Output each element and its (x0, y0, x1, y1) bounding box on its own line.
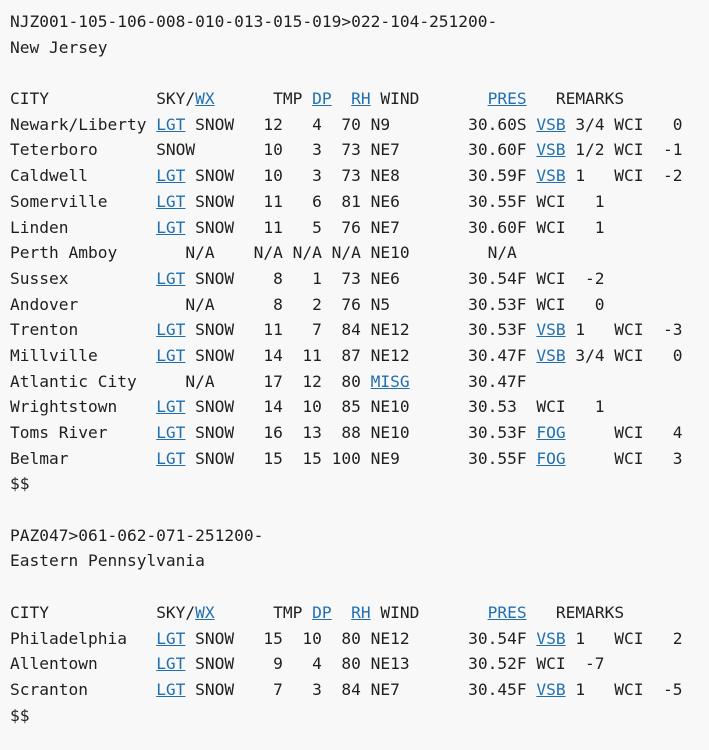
wind-cell: NE8 (370, 166, 469, 186)
tmp-cell: 14 (253, 345, 293, 365)
remark-text: WCI -2 (536, 268, 605, 288)
sky-link[interactable]: LGT (156, 397, 186, 417)
blank-line (10, 60, 683, 86)
sky-link[interactable]: LGT (156, 114, 186, 134)
tmp-cell: 11 (253, 320, 293, 340)
wx-cell: SNOW (185, 448, 254, 468)
remark-link[interactable]: FOG (536, 423, 566, 442)
rh-cell: 80 (331, 371, 371, 391)
pa-rows (10, 626, 683, 703)
sky-link[interactable]: LGT (156, 320, 186, 340)
sky-link[interactable]: LGT (156, 654, 186, 674)
remark-text: 3/4 WCI 0 (565, 345, 683, 365)
col-pres-link[interactable]: PRES (487, 602, 527, 622)
dp-cell: 4 (292, 654, 332, 674)
sky-link[interactable]: LGT (156, 191, 186, 211)
wx-cell: SNOW (156, 140, 254, 160)
wind-cell: NE7 (370, 217, 469, 237)
wx-cell: SNOW (185, 114, 254, 134)
dp-cell: 12 (292, 371, 332, 391)
tmp-cell: 9 (253, 654, 293, 674)
remark-link[interactable]: VSB (536, 345, 566, 365)
pres-cell: 30.53F (468, 423, 537, 442)
tmp-cell: 10 (253, 140, 293, 160)
table-row (10, 343, 683, 369)
dp-cell: 6 (292, 191, 332, 211)
city-cell: Caldwell (10, 166, 157, 186)
wind-cell: N9 (370, 114, 469, 134)
table-row (10, 677, 683, 703)
tmp-cell: 8 (253, 268, 293, 288)
table-row (10, 369, 683, 395)
table-row (10, 215, 683, 241)
blank-line (10, 574, 683, 600)
col-remarks: REMARKS (555, 602, 625, 622)
dp-cell: 7 (292, 320, 332, 340)
pres-cell: 30.55F (468, 191, 537, 211)
wind-cell: NE13 (370, 654, 469, 674)
remark-text: WCI 4 (565, 423, 683, 442)
tmp-cell: 8 (253, 294, 293, 314)
rh-cell: 73 (331, 268, 371, 288)
nj-end-marker: $$ (10, 474, 30, 494)
wind-cell: NE10 (370, 243, 469, 263)
col-wind: WIND (380, 89, 420, 109)
rh-cell: 85 (331, 397, 371, 417)
wx-cell: SNOW (185, 217, 254, 237)
pa-end-marker: $$ (10, 705, 30, 725)
table-row (10, 163, 683, 189)
remark-text: WCI -7 (536, 654, 605, 674)
wx-cell: SNOW (185, 628, 254, 648)
nj-region-title: New Jersey (10, 37, 108, 57)
rh-cell: N/A (331, 243, 371, 263)
rh-cell: 87 (331, 345, 371, 365)
tmp-cell: 11 (253, 217, 293, 237)
weather-report (10, 9, 683, 728)
col-sky: SKY/ (156, 89, 196, 109)
table-row (10, 317, 683, 343)
rh-cell: 100 (331, 448, 371, 468)
tmp-cell: 7 (253, 679, 293, 699)
nj-zone-header: NJZ001-105-106-008-010-013-015-019>022-104-251200- (10, 12, 498, 31)
dp-cell: N/A (292, 243, 332, 263)
pres-cell: 30.53F (468, 320, 537, 340)
pres-cell: 30.47F (468, 345, 537, 365)
city-cell: Belmar (10, 448, 157, 468)
rh-cell: 76 (331, 294, 371, 314)
remark-link[interactable]: VSB (536, 114, 566, 134)
table-row (10, 446, 683, 472)
remark-text: WCI 1 (536, 397, 605, 417)
wx-cell: SNOW (185, 191, 254, 211)
dp-cell: 3 (292, 679, 332, 699)
sky-link[interactable]: LGT (156, 448, 186, 468)
pa-column-header (10, 600, 683, 626)
col-rh-link[interactable]: RH (351, 89, 371, 109)
blank-line (10, 497, 683, 523)
wx-cell: SNOW (185, 166, 254, 186)
rh-cell: 73 (331, 140, 371, 160)
dp-cell: 3 (292, 166, 332, 186)
tmp-cell: N/A (253, 243, 293, 263)
pres-cell: 30.47F (468, 371, 537, 391)
city-cell: Philadelphia (10, 628, 157, 648)
remark-link[interactable]: VSB (536, 628, 566, 648)
tmp-cell: 17 (253, 371, 293, 391)
col-rh-link[interactable]: RH (351, 602, 371, 622)
dp-cell: 11 (292, 345, 332, 365)
wx-cell: SNOW (185, 345, 254, 365)
wx-cell: SNOW (185, 268, 254, 288)
remark-text: WCI 3 (565, 448, 683, 468)
table-row (10, 420, 683, 446)
pres-cell: 30.52F (468, 654, 537, 674)
tmp-cell: 10 (253, 166, 293, 186)
city-cell: Allentown (10, 654, 157, 674)
remark-link[interactable]: VSB (536, 140, 566, 160)
tmp-cell: 14 (253, 397, 293, 417)
wx-cell: SNOW (185, 654, 254, 674)
dp-cell: 13 (292, 423, 332, 442)
sky-link[interactable]: LGT (156, 166, 186, 186)
col-wind: WIND (380, 602, 420, 622)
wx-cell: N/A (156, 294, 254, 314)
wind-cell: NE6 (370, 191, 469, 211)
rh-cell: 80 (331, 628, 371, 648)
rh-cell: 84 (331, 320, 371, 340)
wx-cell: SNOW (185, 320, 254, 340)
wind-cell: NE9 (370, 448, 469, 468)
wind-link[interactable]: MISG (370, 371, 410, 391)
wind-cell: NE10 (370, 397, 469, 417)
remark-link[interactable]: VSB (536, 679, 566, 699)
city-cell: Perth Amboy (10, 243, 157, 263)
dp-cell: 15 (292, 448, 332, 468)
remark-text: 3/4 WCI 0 (565, 114, 683, 134)
pres-cell: 30.60F (468, 140, 537, 160)
rh-cell: 88 (331, 423, 371, 442)
remark-text: 1 WCI -3 (565, 320, 683, 340)
table-row (10, 266, 683, 292)
sky-link[interactable]: LGT (156, 628, 186, 648)
col-dp-link[interactable]: DP (312, 89, 332, 109)
remark-text: 1 WCI -2 (565, 166, 683, 186)
pres-cell: 30.54F (468, 268, 537, 288)
wind-cell: NE7 (370, 140, 469, 160)
wx-cell: SNOW (185, 423, 254, 442)
col-wx-link[interactable]: WX (195, 89, 215, 109)
remark-text: 1 WCI -5 (565, 679, 683, 699)
table-row (10, 394, 683, 420)
wind-cell: N5 (370, 294, 469, 314)
city-cell: Newark/Liberty (10, 114, 157, 134)
city-cell: Millville (10, 345, 157, 365)
remark-text: WCI 1 (536, 217, 605, 237)
remark-text: WCI 0 (536, 294, 605, 314)
tmp-cell: 16 (253, 423, 293, 442)
city-cell: Somerville (10, 191, 157, 211)
city-cell: Trenton (10, 320, 157, 340)
col-wx-link[interactable]: WX (195, 602, 215, 622)
col-sky: SKY/ (156, 602, 196, 622)
col-tmp: TMP (273, 89, 303, 109)
wx-cell: SNOW (185, 397, 254, 417)
wind-cell: NE12 (370, 345, 469, 365)
rh-cell: 84 (331, 679, 371, 699)
pres-cell: 30.54F (468, 628, 537, 648)
remark-text: WCI 1 (536, 191, 605, 211)
city-cell: Toms River (10, 423, 157, 442)
wx-cell: SNOW (185, 679, 254, 699)
sky-link[interactable]: LGT (156, 679, 186, 699)
table-row (10, 189, 683, 215)
wind-cell: NE12 (370, 628, 469, 648)
wind-cell: NE12 (370, 320, 469, 340)
tmp-cell: 11 (253, 191, 293, 211)
city-cell: Atlantic City (10, 371, 157, 391)
city-cell: Scranton (10, 679, 157, 699)
pres-cell: 30.53F (468, 294, 537, 314)
pa-zone-header: PAZ047>061-062-071-251200- (10, 525, 264, 545)
rh-cell: 70 (331, 114, 371, 134)
wind-cell: NE10 (370, 423, 469, 442)
tmp-cell: 12 (253, 114, 293, 134)
table-row (10, 240, 683, 266)
pres-cell: N/A (468, 243, 527, 263)
city-cell: Wrightstown (10, 397, 157, 417)
table-row (10, 626, 683, 652)
table-row (10, 137, 683, 163)
rh-cell: 80 (331, 654, 371, 674)
remark-text: 1/2 WCI -1 (565, 140, 683, 160)
rh-cell: 73 (331, 166, 371, 186)
wx-cell: N/A (156, 243, 254, 263)
city-cell: Teterboro (10, 140, 157, 160)
rh-cell: 76 (331, 217, 371, 237)
pres-cell: 30.45F (468, 679, 537, 699)
sky-link[interactable]: LGT (156, 345, 186, 365)
tmp-cell: 15 (253, 448, 293, 468)
sky-link[interactable]: LGT (156, 423, 186, 442)
dp-cell: 5 (292, 217, 332, 237)
sky-link[interactable]: LGT (156, 217, 186, 237)
wx-cell: N/A (156, 371, 254, 391)
city-cell: Linden (10, 217, 157, 237)
remark-link[interactable]: VSB (536, 166, 566, 186)
nj-rows (10, 112, 683, 472)
pres-cell: 30.60S (468, 114, 537, 134)
col-dp-link[interactable]: DP (312, 602, 332, 622)
dp-cell: 3 (292, 140, 332, 160)
wind-cell: NE7 (370, 679, 469, 699)
rh-cell: 81 (331, 191, 371, 211)
nj-column-header (10, 86, 683, 112)
pres-cell: 30.59F (468, 166, 537, 186)
pres-cell: 30.55F (468, 448, 537, 468)
city-cell: Sussex (10, 268, 157, 288)
table-row (10, 112, 683, 138)
remark-link[interactable]: VSB (536, 320, 566, 340)
sky-link[interactable]: LGT (156, 268, 186, 288)
dp-cell: 1 (292, 268, 332, 288)
col-tmp: TMP (273, 602, 303, 622)
pres-cell: 30.53 (468, 397, 537, 417)
dp-cell: 2 (292, 294, 332, 314)
dp-cell: 10 (292, 628, 332, 648)
pa-region-title: Eastern Pennsylvania (10, 551, 205, 571)
dp-cell: 10 (292, 397, 332, 417)
wind-cell: NE6 (370, 268, 469, 288)
remark-text: 1 WCI 2 (565, 628, 683, 648)
col-city: CITY (10, 89, 49, 109)
remark-link[interactable]: FOG (536, 448, 566, 468)
col-pres-link[interactable]: PRES (487, 89, 527, 109)
col-remarks: REMARKS (555, 89, 625, 109)
wind-pad (410, 372, 468, 391)
city-cell: Andover (10, 294, 157, 314)
dp-cell: 4 (292, 114, 332, 134)
pres-cell: 30.60F (468, 217, 537, 237)
tmp-cell: 15 (253, 628, 293, 648)
table-row (10, 292, 683, 318)
table-row (10, 651, 683, 677)
col-city: CITY (10, 602, 49, 622)
